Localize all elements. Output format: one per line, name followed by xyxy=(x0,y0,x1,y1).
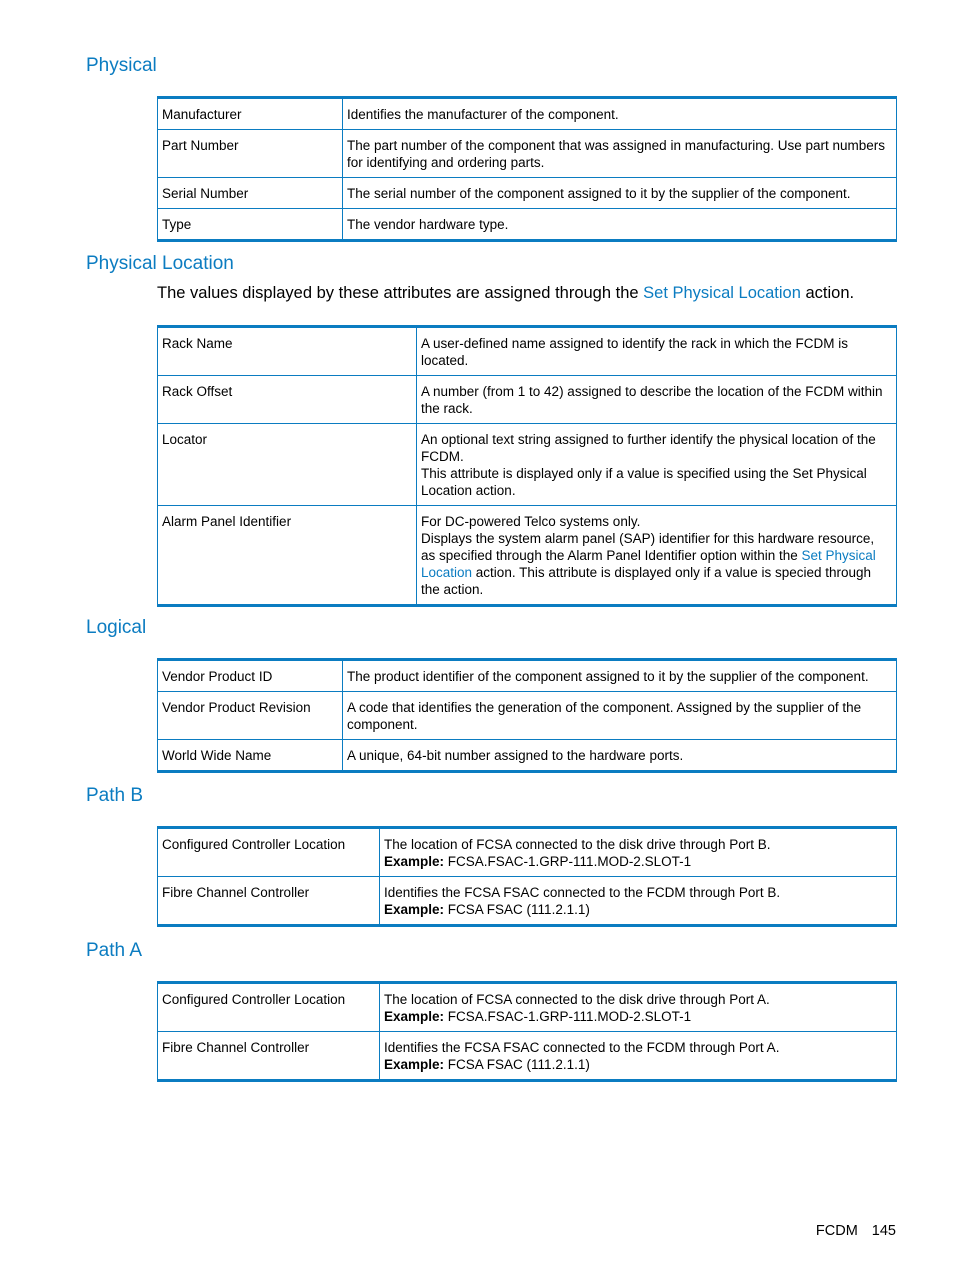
description-line: Identifies the FCSA FSAC connected to the FCDM through Port A. xyxy=(384,1040,780,1055)
section-heading-logical: Logical xyxy=(86,617,147,638)
section-heading-path-b: Path B xyxy=(86,785,144,806)
attribute-name: World Wide Name xyxy=(158,740,343,772)
example-line xyxy=(384,853,892,870)
table-row xyxy=(158,877,897,926)
attribute-name: Vendor Product Revision xyxy=(158,692,343,740)
attribute-name: Configured Controller Location xyxy=(158,828,380,877)
description-text: Displays the system alarm panel (SAP) identifier for this hardware resource, as specified through the Alarm Panel Identifier option within the xyxy=(421,531,875,563)
attribute-name: Alarm Panel Identifier xyxy=(158,506,417,606)
attribute-description xyxy=(417,424,897,506)
attribute-name: Rack Offset xyxy=(158,376,417,424)
attribute-name: Fibre Channel Controller xyxy=(158,877,380,926)
attribute-name: Fibre Channel Controller xyxy=(158,1032,380,1081)
description-line: Identifies the FCSA FSAC connected to the FCDM through Port B. xyxy=(384,885,781,900)
table-row xyxy=(158,209,897,241)
intro-text: The values displayed by these attributes are assigned through the xyxy=(157,284,644,302)
attribute-description xyxy=(380,983,897,1032)
page-number: 145 xyxy=(871,1223,896,1239)
description-line: An optional text string assigned to further identify the physical location of the FCDM. xyxy=(421,432,876,464)
physical-table xyxy=(157,96,897,242)
example-label: Example: xyxy=(384,902,445,917)
attribute-description: The product identifier of the component assigned to it by the supplier of the component. xyxy=(343,660,897,692)
description-line: The location of FCSA connected to the disk drive through Port A. xyxy=(384,992,770,1007)
table-row xyxy=(158,178,897,209)
attribute-description xyxy=(380,828,897,877)
table-row xyxy=(158,376,897,424)
attribute-name: Vendor Product ID xyxy=(158,660,343,692)
example-line xyxy=(384,1056,892,1073)
example-label: Example: xyxy=(384,1057,445,1072)
example-value: FCSA FSAC (111.2.1.1) xyxy=(444,1057,590,1072)
example-line xyxy=(384,901,892,918)
set-physical-location-link[interactable]: Set Physical Location xyxy=(643,284,801,302)
table-row xyxy=(158,424,897,506)
table-row xyxy=(158,660,897,692)
table-row xyxy=(158,983,897,1032)
attribute-description: The vendor hardware type. xyxy=(343,209,897,241)
description-line: The location of FCSA connected to the disk drive through Port B. xyxy=(384,837,771,852)
description-line xyxy=(421,530,892,598)
table-row xyxy=(158,327,897,376)
section-heading-physical: Physical xyxy=(86,55,157,76)
attribute-description: A number (from 1 to 42) assigned to describe the location of the FCDM within the rack. xyxy=(417,376,897,424)
footer-doc-name: FCDM xyxy=(815,1223,858,1239)
attribute-name: Type xyxy=(158,209,343,241)
logical-table xyxy=(157,658,897,773)
attribute-description: A code that identifies the generation of the component. Assigned by the supplier of the component. xyxy=(343,692,897,740)
example-value: FCSA.FSAC-1.GRP-111.MOD-2.SLOT-1 xyxy=(444,1009,692,1024)
section-heading-path-a: Path A xyxy=(86,940,142,961)
description-line: This attribute is displayed only if a value is specified using the Set Physical Location action. xyxy=(421,466,867,498)
example-value: FCSA.FSAC-1.GRP-111.MOD-2.SLOT-1 xyxy=(444,854,692,869)
table-row xyxy=(158,98,897,130)
example-label: Example: xyxy=(384,854,445,869)
attribute-description xyxy=(380,1032,897,1081)
path-a-table xyxy=(157,981,897,1082)
physical-location-table xyxy=(157,325,897,607)
example-line xyxy=(384,1008,892,1025)
description-line: For DC-powered Telco systems only. xyxy=(421,514,641,529)
example-label: Example: xyxy=(384,1009,445,1024)
attribute-name: Manufacturer xyxy=(158,98,343,130)
intro-text-end: action. xyxy=(800,284,855,302)
example-value: FCSA FSAC (111.2.1.1) xyxy=(444,902,590,917)
attribute-description: A user-defined name assigned to identify the rack in which the FCDM is located. xyxy=(417,327,897,376)
attribute-description: The serial number of the component assigned to it by the supplier of the component. xyxy=(343,178,897,209)
attribute-name: Serial Number xyxy=(158,178,343,209)
intro-paragraph xyxy=(157,284,854,303)
table-row xyxy=(158,1032,897,1081)
attribute-description: A unique, 64-bit number assigned to the hardware ports. xyxy=(343,740,897,772)
table-row xyxy=(158,740,897,772)
attribute-description xyxy=(417,506,897,606)
attribute-description: The part number of the component that was assigned in manufacturing. Use part numbers for identifying and ordering parts. xyxy=(343,130,897,178)
set-physical-location-link[interactable]: Set Physical Location xyxy=(421,548,876,580)
table-row xyxy=(158,130,897,178)
attribute-name: Configured Controller Location xyxy=(158,983,380,1032)
table-row xyxy=(158,692,897,740)
description-text-end: action. This attribute is displayed only if a value is specied through the action. xyxy=(421,565,872,597)
page-footer xyxy=(802,1223,896,1239)
attribute-name: Locator xyxy=(158,424,417,506)
attribute-name: Rack Name xyxy=(158,327,417,376)
attribute-name: Part Number xyxy=(158,130,343,178)
attribute-description xyxy=(380,877,897,926)
attribute-description: Identifies the manufacturer of the component. xyxy=(343,98,897,130)
table-row xyxy=(158,506,897,606)
section-heading-physical-location: Physical Location xyxy=(86,253,234,274)
path-b-table xyxy=(157,826,897,927)
table-row xyxy=(158,828,897,877)
